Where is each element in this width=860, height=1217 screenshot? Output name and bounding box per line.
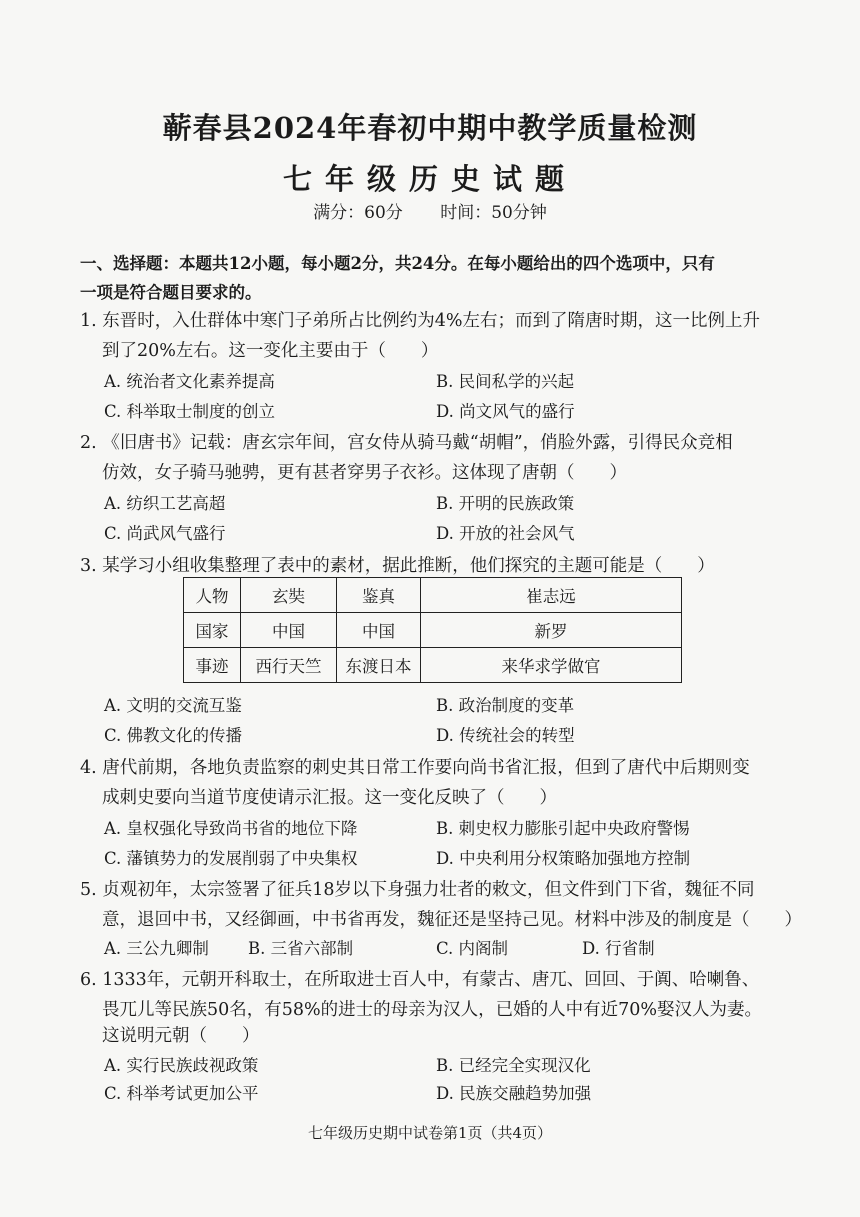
exam-subject-title: 七年级历史试题: [282, 162, 577, 196]
question-4-option-b: B. 刺史权力膨胀引起中央政府警惕: [436, 819, 690, 838]
table-cell: 新罗: [421, 613, 682, 648]
exam-time: 时间：50分钟: [440, 203, 547, 223]
table-cell: 西行天竺: [241, 648, 337, 683]
question-5-option-a: A. 三公九卿制: [104, 939, 209, 958]
score-time-line: [0, 198, 860, 223]
table-cell: 中国: [337, 613, 421, 648]
question-1-option-c: C. 科举取士制度的创立: [104, 402, 276, 421]
table-cell: 东渡日本: [337, 648, 421, 683]
section-heading-line2: 一项是符合题目要求的。: [80, 283, 262, 302]
question-1-option-b: B. 民间私学的兴起: [436, 372, 575, 391]
question-3-line1: 3. 某学习小组收集整理了表中的素材，据此推断，他们探究的主题可能是（ ）: [80, 556, 715, 576]
table-cell: 事迹: [184, 648, 241, 683]
question-3-option-c: C. 佛教文化的传播: [104, 726, 243, 745]
question-2-option-a: A. 纺织工艺高超: [104, 494, 226, 513]
question-5-option-b: B. 三省六部制: [248, 939, 354, 958]
question-6-option-c: C. 科举考试更加公平: [104, 1084, 259, 1103]
table-cell: 国家: [184, 613, 241, 648]
question-3-option-a: A. 文明的交流互鉴: [104, 696, 242, 715]
full-score: 满分：60分: [313, 203, 403, 223]
table-cell: 中国: [241, 613, 337, 648]
table-cell: 玄奘: [241, 578, 337, 613]
question-5-line1: 5. 贞观初年，太宗签署了征兵18岁以下身强力壮者的敕文，但文件到门下省，魏征不同: [80, 880, 755, 900]
page-footer: 七年级历史期中试卷第1页（共4页）: [307, 1124, 553, 1142]
question-4-option-c: C. 藩镇势力的发展削弱了中央集权: [104, 849, 358, 868]
question-1-line2: 到了20%左右。这一变化主要由于（ ）: [102, 341, 439, 361]
question-6-line1: 6. 1333年，元朝开科取士，在所取进士百人中，有蒙古、唐兀、回回、于阗、哈喇鲁、: [80, 970, 760, 990]
question-4-line1: 4. 唐代前期，各地负责监察的刺史其日常工作要向尚书省汇报，但到了唐代中后期则变: [80, 758, 750, 778]
table-cell: 来华求学做官: [421, 648, 682, 683]
section-heading-line1: 一、选择题：本题共12小题，每小题2分，共24分。在每小题给出的四个选项中，只有: [80, 254, 715, 273]
question-2-option-c: C. 尚武风气盛行: [104, 524, 226, 543]
question-3-table: [183, 577, 682, 683]
table-row: [184, 648, 682, 683]
question-4-option-d: D. 中央利用分权策略加强地方控制: [436, 849, 691, 868]
question-2-line2: 仿效，女子骑马驰骋，更有甚者穿男子衣衫。这体现了唐朝（ ）: [102, 463, 627, 483]
question-3-option-b: B. 政治制度的变革: [436, 696, 575, 715]
question-2-option-d: D. 开放的社会风气: [436, 524, 575, 543]
question-6-option-a: A. 实行民族歧视政策: [104, 1056, 259, 1075]
question-6-line3: 这说明元朝（ ）: [102, 1026, 260, 1046]
question-5-option-c: C. 内阁制: [436, 939, 509, 958]
exam-title: 蕲春县2024年春初中期中教学质量检测: [162, 111, 698, 145]
question-3-option-d: D. 传统社会的转型: [436, 726, 575, 745]
table-cell: 崔志远: [421, 578, 682, 613]
question-6-line2: 畏兀儿等民族50名，有58%的进士的母亲为汉人，已婚的人中有近70%娶汉人为妻。: [102, 1000, 763, 1020]
question-2-option-b: B. 开明的民族政策: [436, 494, 575, 513]
table-cell: 鉴真: [337, 578, 421, 613]
table-cell: 人物: [184, 578, 241, 613]
table-row: [184, 613, 682, 648]
question-4-option-a: A. 皇权强化导致尚书省的地位下降: [104, 819, 358, 838]
question-1-option-d: D. 尚文风气的盛行: [436, 402, 575, 421]
table-row: [184, 578, 682, 613]
question-1-line1: 1. 东晋时，入仕群体中寒门子弟所占比例约为4%左右；而到了隋唐时期，这一比例上升: [80, 311, 761, 331]
question-1-option-a: A. 统治者文化素养提高: [104, 372, 275, 391]
question-6-option-d: D. 民族交融趋势加强: [436, 1084, 592, 1103]
question-2-line1: 2. 《旧唐书》记载：唐玄宗年间，宫女侍从骑马戴“胡帽”，俏脸外露，引得民众竞相: [80, 433, 733, 453]
question-5-line2: 意，退回中书，又经御画，中书省再发，魏征还是坚持己见。材料中涉及的制度是（ ）: [102, 910, 802, 930]
question-5-option-d: D. 行省制: [582, 939, 655, 958]
question-4-line2: 成刺史要向当道节度使请示汇报。这一变化反映了（ ）: [102, 788, 557, 808]
question-6-option-b: B. 已经完全实现汉化: [436, 1056, 591, 1075]
